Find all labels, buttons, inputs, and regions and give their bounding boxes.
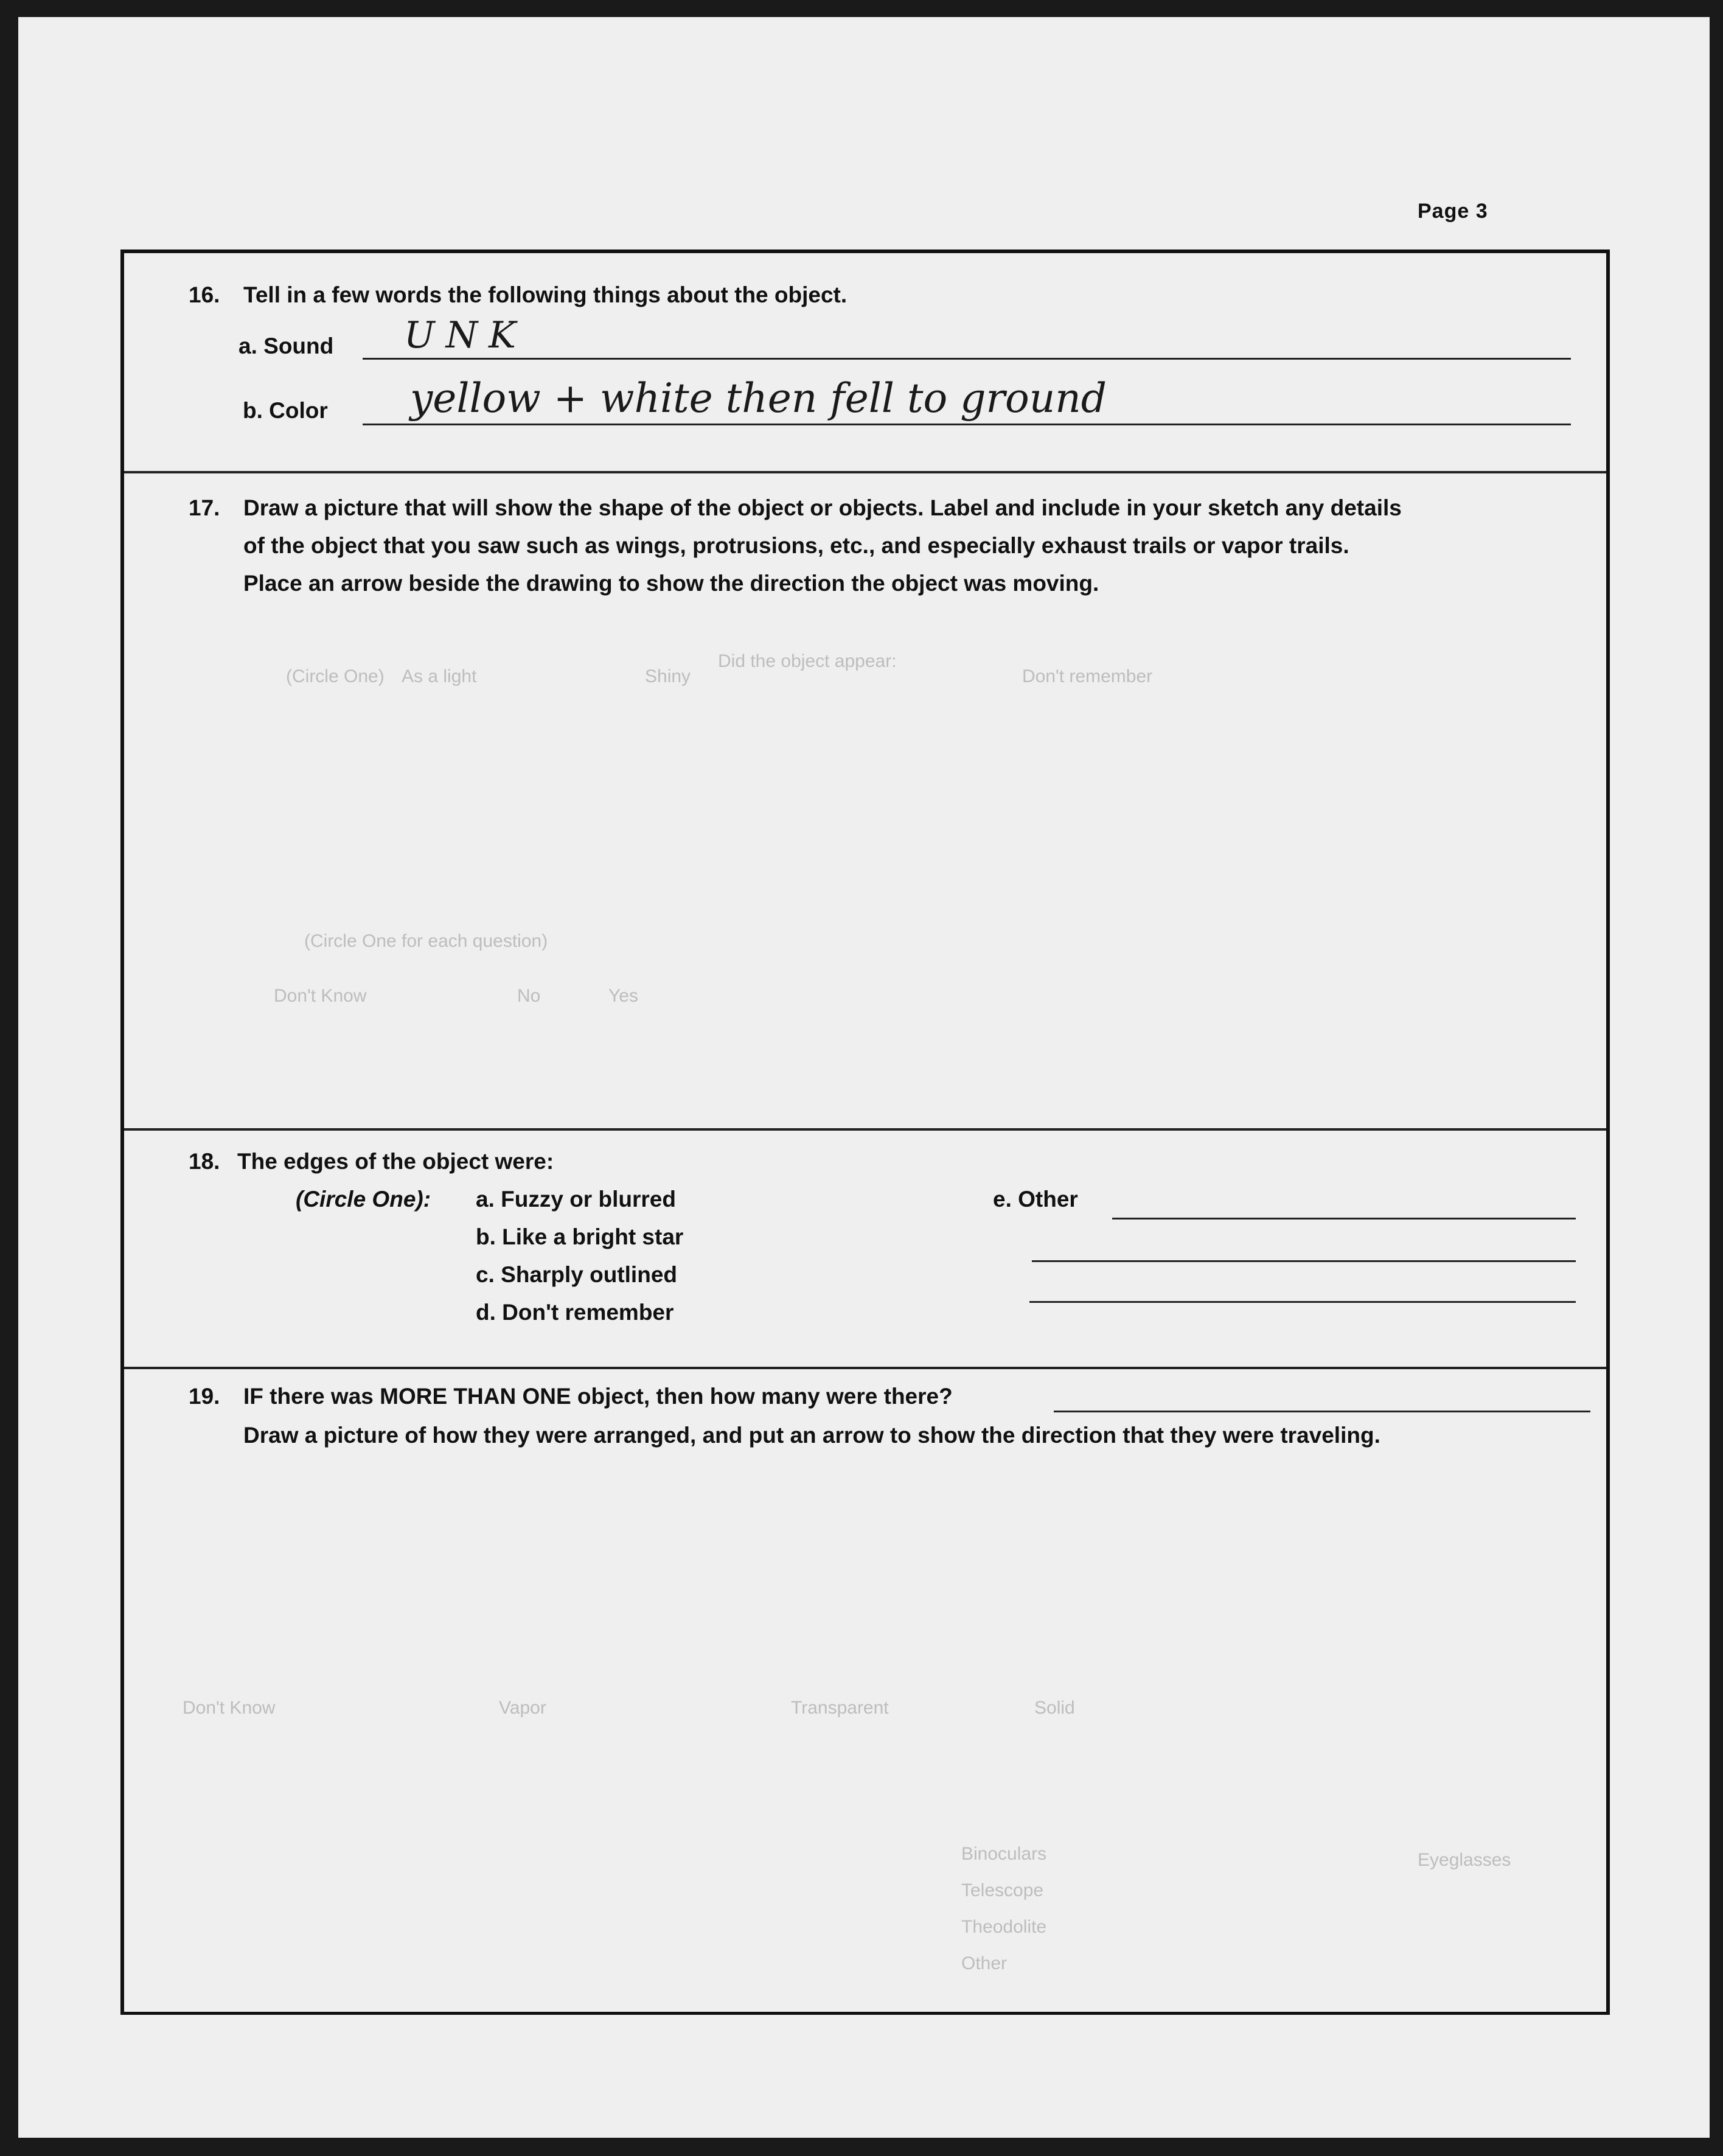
question-19 — [189, 1379, 953, 1414]
bleed-through-text: (Circle One for each question) — [304, 931, 548, 951]
scan-border-top — [0, 0, 1723, 17]
edge-option-dont-remember[interactable]: d. Don't remember — [476, 1300, 674, 1325]
form-box — [120, 249, 1610, 2015]
bleed-through-text: Yes — [608, 986, 638, 1006]
question-17-line-2: of the object that you saw such as wings, protrusions, etc., and especially exhaust trails or vapor trails. — [243, 533, 1349, 558]
question-number: 16. — [189, 282, 220, 307]
question-19-line-2: Draw a picture of how they were arranged, and put an arrow to show the direction that they were traveling. — [243, 1423, 1380, 1448]
section-divider — [124, 1128, 1606, 1131]
question-18 — [189, 1144, 554, 1179]
question-17 — [189, 490, 1402, 526]
question-16 — [189, 277, 847, 313]
question-text-line: Draw a picture that will show the shape of the object or objects. Label and include in your sketch any details — [243, 495, 1402, 520]
section-divider — [124, 471, 1606, 473]
color-answer-handwriting[interactable]: yellow + white then fell to ground — [410, 375, 1107, 422]
bleed-through-text: Shiny — [645, 666, 691, 686]
question-text: Tell in a few words the following things about the object. — [243, 282, 848, 307]
bleed-through-text: Theodolite — [961, 1917, 1047, 1937]
question-number: 18. — [189, 1149, 220, 1174]
bleed-through-text: Other — [961, 1953, 1008, 1973]
edge-option-fuzzy[interactable]: a. Fuzzy or blurred — [476, 1187, 676, 1212]
question-text: IF there was MORE THAN ONE object, then how many were there? — [243, 1384, 953, 1409]
question-number: 17. — [189, 495, 220, 520]
scan-border-right — [1710, 0, 1723, 2156]
color-label: b. Color — [243, 398, 328, 423]
bleed-through-text: Don't Know — [274, 986, 367, 1006]
bleed-through-text: Eyeglasses — [1418, 1850, 1511, 1870]
question-17-line-3: Place an arrow beside the drawing to show the direction the object was moving. — [243, 571, 1099, 596]
circle-one-instruction: (Circle One): — [296, 1187, 431, 1212]
bleed-through-text: Vapor — [499, 1698, 546, 1718]
bleed-through-text: Transparent — [791, 1698, 889, 1718]
edge-option-other[interactable]: e. Other — [993, 1187, 1078, 1212]
question-text: The edges of the object were: — [237, 1149, 554, 1174]
scan-border-left — [0, 0, 18, 2156]
section-divider — [124, 1367, 1606, 1369]
bleed-through-text: Solid — [1034, 1698, 1075, 1718]
sound-label: a. Sound — [238, 333, 334, 358]
bleed-through-text: As a light — [402, 666, 477, 686]
sound-answer-line — [363, 358, 1571, 360]
bleed-through-text: Don't Know — [183, 1698, 276, 1718]
other-answer-line-1[interactable] — [1112, 1218, 1576, 1219]
bleed-through-text: Don't remember — [1022, 666, 1153, 686]
bleed-through-text: Telescope — [961, 1880, 1044, 1900]
color-answer-line — [363, 424, 1571, 425]
scan-border-bottom — [0, 2138, 1723, 2156]
other-answer-line-3[interactable] — [1029, 1301, 1576, 1303]
edge-option-sharply-outlined[interactable]: c. Sharply outlined — [476, 1262, 677, 1287]
sound-answer-handwriting[interactable]: UNK — [404, 314, 527, 357]
bleed-through-text: (Circle One) — [286, 666, 385, 686]
other-answer-line-2[interactable] — [1032, 1260, 1576, 1262]
edge-option-bright-star[interactable]: b. Like a bright star — [476, 1224, 684, 1249]
bleed-through-text: Binoculars — [961, 1844, 1047, 1864]
bleed-through-text: Did the object appear: — [718, 651, 897, 671]
bleed-through-text: No — [517, 986, 541, 1006]
how-many-answer-line[interactable] — [1054, 1411, 1590, 1412]
question-number: 19. — [189, 1384, 220, 1409]
page-number: Page 3 — [1418, 200, 1488, 223]
